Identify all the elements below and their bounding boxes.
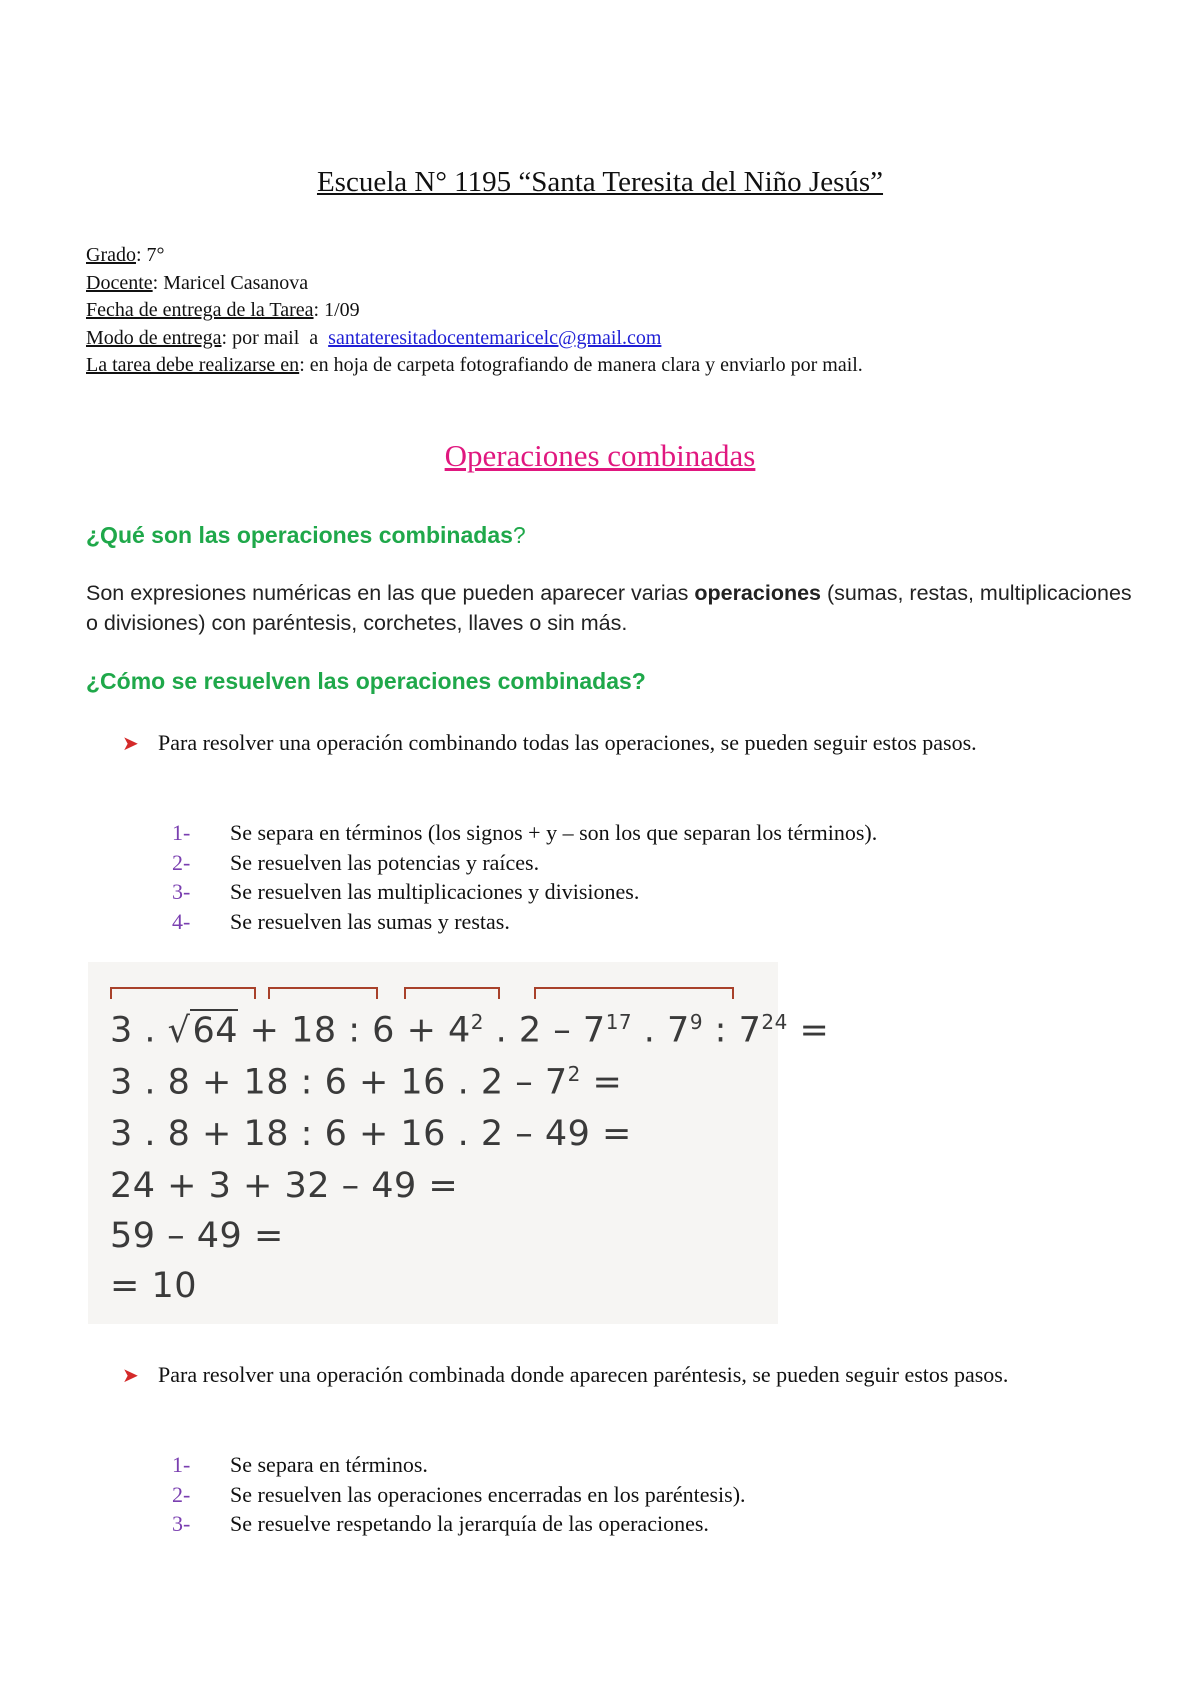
info-docente [86, 270, 863, 298]
docente-value: : Maricel Casanova [152, 271, 309, 294]
step-text: Se separa en términos (los signos + y – son los que separan los términos). [230, 820, 878, 845]
steps-list-1 [172, 818, 877, 936]
arrowhead-bullet-icon: ➤ [122, 1363, 139, 1387]
list-item [172, 1450, 746, 1480]
bullet-2 [122, 1360, 1122, 1390]
exponent: 24 [761, 1010, 788, 1034]
section2-heading: ¿Cómo se resuelven las operaciones combinadas? [86, 668, 646, 694]
bullet-1 [122, 728, 1122, 758]
step-number: 3- [172, 1511, 191, 1536]
step-number: 1- [172, 820, 191, 845]
math-line-3: 3 . 8 + 18 : 6 + 16 . 2 – 49 = [110, 1114, 632, 1154]
step-text: Se resuelven las multiplicaciones y divisiones. [230, 879, 640, 904]
step-number: 3- [172, 879, 191, 904]
worked-example-image [88, 962, 830, 1324]
section1-heading [86, 522, 526, 549]
list-item [172, 1509, 746, 1539]
para-bold: operaciones [694, 581, 822, 605]
assignment-info [86, 242, 863, 380]
math-part: = [787, 1010, 830, 1051]
step-number: 4- [172, 908, 191, 934]
info-fecha [86, 297, 863, 325]
list-item [172, 848, 877, 878]
main-title: Operaciones combinadas [444, 438, 756, 473]
math-part: 3 . [110, 1010, 168, 1051]
math-line-4: 24 + 3 + 32 – 49 = [110, 1166, 459, 1206]
term-bracket [268, 987, 378, 999]
para-after: (sumas, restas, multiplicaciones o divisiones) con paréntesis, corchetes, llaves o sin más. [86, 581, 1132, 635]
math-part: + 18 : 6 + 4 [238, 1010, 471, 1051]
step-text: Se resuelven las potencias y raíces. [230, 849, 540, 875]
section1-heading-text: ¿Qué son las operaciones combinadas [86, 522, 513, 548]
step-number: 2- [172, 1481, 191, 1507]
math-line-2 [110, 1062, 622, 1103]
step-text: Se resuelven las operaciones encerradas en los paréntesis). [230, 1481, 746, 1507]
email-link[interactable]: santateresitadocentemaricelc@gmail.com [328, 326, 662, 349]
math-line-1 [110, 1010, 829, 1051]
modo-value: : por mail a [221, 326, 329, 349]
info-tarea [86, 352, 863, 380]
math-part: 3 . 8 + 18 : 6 + 16 . 2 – 7 [110, 1062, 568, 1103]
math-part: . 2 – 7 [484, 1010, 606, 1051]
math-line-6: = 10 [110, 1266, 197, 1306]
tarea-label: La tarea debe realizarse en [86, 354, 300, 376]
list-item [172, 907, 877, 937]
term-bracket [404, 987, 500, 999]
info-modo [86, 325, 863, 353]
exponent: 2 [470, 1010, 485, 1034]
fecha-value: : 1/09 [313, 299, 360, 321]
step-number: 2- [172, 849, 191, 875]
term-bracket [534, 987, 734, 999]
grado-value: : 7° [135, 244, 165, 266]
steps-list-2 [172, 1450, 746, 1539]
list-item [172, 1480, 746, 1510]
school-title: Escuela N° 1195 “Santa Teresita del Niño Jesús” [316, 166, 884, 198]
exponent: 17 [605, 1010, 633, 1034]
docente-label: Docente [86, 271, 153, 294]
math-part: = [580, 1062, 623, 1103]
section1-heading-qm: ? [512, 522, 526, 548]
definition-paragraph [86, 578, 1146, 638]
grado-label: Grado [86, 244, 136, 266]
tarea-value: : en hoja de carpeta fotografiando de manera clara y enviarlo por mail. [299, 354, 863, 376]
step-text: Se separa en términos. [230, 1452, 428, 1477]
arrowhead-bullet-icon: ➤ [122, 731, 139, 755]
exponent: 2 [567, 1062, 581, 1086]
bullet-2-text: Para resolver una operación combinada donde aparecen paréntesis, se pueden seguir estos pasos. [158, 1362, 1009, 1387]
fecha-label: Fecha de entrega de la Tarea [86, 299, 314, 321]
step-text: Se resuelve respetando la jerarquía de las operaciones. [230, 1511, 709, 1536]
square-root: √64 [167, 1010, 239, 1051]
modo-label: Modo de entrega [86, 326, 222, 349]
math-part: . 7 [632, 1010, 690, 1051]
exponent: 9 [689, 1010, 704, 1034]
radicand: 64 [192, 1010, 239, 1051]
info-grado [86, 242, 863, 270]
para-before: Son expresiones numéricas en las que pueden aparecer varias [86, 581, 695, 605]
step-number: 1- [172, 1452, 191, 1477]
math-part: : 7 [703, 1010, 762, 1051]
step-text: Se resuelven las sumas y restas. [230, 908, 510, 934]
bullet-1-text: Para resolver una operación combinando todas las operaciones, se pueden seguir estos pasos. [158, 730, 977, 755]
term-bracket [110, 987, 256, 999]
list-item [172, 877, 877, 907]
math-line-5: 59 – 49 = [110, 1216, 284, 1256]
list-item [172, 818, 877, 848]
